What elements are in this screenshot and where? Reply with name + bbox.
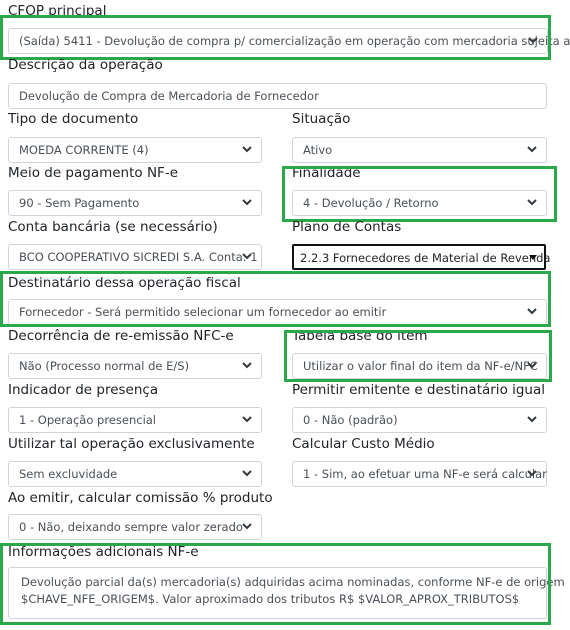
conta-bancaria-select[interactable] (8, 244, 262, 270)
situacao-label: Situação (292, 111, 351, 127)
destinatario-value: Fornecedor - Será permitido selecionar um fornecedor ao emitir (19, 305, 387, 319)
chevron-down-icon (241, 466, 253, 480)
chevron-down-icon (526, 142, 538, 156)
exclusividade-select[interactable] (8, 461, 262, 487)
chevron-down-icon (241, 519, 253, 533)
chevron-down-icon (241, 249, 253, 263)
custo-medio-label: Calcular Custo Médio (292, 436, 435, 452)
info-adicionais-line1: Devolução parcial da(s) mercadoria(s) adquiridas acima nominadas, conforme NF-e de origem (21, 575, 565, 589)
permitir-emitente-select[interactable] (292, 407, 547, 433)
descricao-input[interactable]: Devolução de Compra de Mercadoria de Fornecedor (8, 83, 547, 109)
tabela-base-value: Utilizar o valor final do item da NF-e/NFC (303, 359, 538, 373)
chevron-down-icon (526, 304, 538, 318)
tabela-base-label: Tabela base do item (292, 328, 428, 344)
destinatario-select[interactable] (8, 299, 547, 325)
indicador-presenca-value: 1 - Operação presencial (19, 413, 157, 427)
cfop-label: CFOP principal (8, 3, 107, 19)
info-adicionais-line2: $CHAVE_NFE_ORIGEM$. Valor aproximado dos tributos R$ $VALOR_APROX_TRIBUTOS$ (21, 592, 520, 606)
conta-bancaria-value: BCO COOPERATIVO SICREDI S.A. Conta: 1 (19, 250, 258, 264)
meio-pagamento-label: Meio de pagamento NF-e (8, 165, 179, 181)
chevron-down-icon (527, 33, 539, 47)
permitir-emitente-value: 0 - Não (padrão) (303, 413, 398, 427)
decorrencia-select[interactable] (8, 353, 262, 379)
descricao-label: Descrição da operação (8, 57, 163, 73)
chevron-down-icon (526, 195, 538, 209)
tipo-documento-select[interactable] (8, 137, 262, 163)
decorrencia-label: Decorrência de re-emissão NFC-e (8, 328, 234, 344)
indicador-presenca-label: Indicador de presença (8, 382, 159, 398)
permitir-emitente-label: Permitir emitente e destinatário igual (292, 382, 546, 398)
finalidade-value: 4 - Devolução / Retorno (303, 196, 439, 210)
chevron-down-icon (241, 412, 253, 426)
tabela-base-select[interactable] (292, 353, 547, 379)
chevron-down-icon (241, 142, 253, 156)
custo-medio-select[interactable] (292, 461, 547, 487)
finalidade-label: Finalidade (292, 165, 361, 181)
exclusividade-value: Sem excluvidade (19, 467, 118, 481)
chevron-down-icon (526, 412, 538, 426)
exclusividade-label: Utilizar tal operação exclusivamente (8, 436, 255, 452)
plano-contas-label: Plano de Contas (292, 219, 402, 235)
chevron-down-icon (526, 358, 538, 372)
plano-contas-value: 2.2.3 Fornecedores de Material de Revenda (300, 251, 551, 265)
destinatario-label: Destinatário dessa operação fiscal (8, 275, 241, 291)
info-adicionais-textarea[interactable] (8, 567, 565, 619)
tipo-documento-value: MOEDA CORRENTE (4) (19, 143, 149, 157)
chevron-down-icon (241, 358, 253, 372)
decorrencia-value: Não (Processo normal de E/S) (19, 359, 190, 373)
comissao-select[interactable] (8, 514, 262, 540)
finalidade-select[interactable] (292, 190, 547, 216)
meio-pagamento-select[interactable] (8, 190, 262, 216)
meio-pagamento-value: 90 - Sem Pagamento (19, 196, 140, 210)
situacao-value: Ativo (303, 143, 333, 157)
cfop-value: (Saída) 5411 - Devolução de compra p/ comercialização em operação com mercadoria sujeita a (19, 34, 570, 48)
custo-medio-value: 1 - Sim, ao efetuar uma NF-e será calcular (303, 467, 547, 481)
caret-down-icon (529, 255, 537, 260)
comissao-label: Ao emitir, calcular comissão % produto (8, 490, 273, 506)
chevron-down-icon (526, 466, 538, 480)
cfop-select[interactable] (8, 28, 570, 54)
comissao-value: 0 - Não, deixando sempre valor zerado (19, 520, 243, 534)
chevron-down-icon (241, 195, 253, 209)
situacao-select[interactable] (292, 137, 547, 163)
plano-contas-select[interactable] (292, 244, 551, 270)
info-adicionais-label: Informações adicionais NF-e (8, 544, 199, 560)
tipo-documento-label: Tipo de documento (8, 111, 139, 127)
conta-bancaria-label: Conta bancária (se necessário) (8, 219, 218, 235)
indicador-presenca-select[interactable] (8, 407, 262, 433)
